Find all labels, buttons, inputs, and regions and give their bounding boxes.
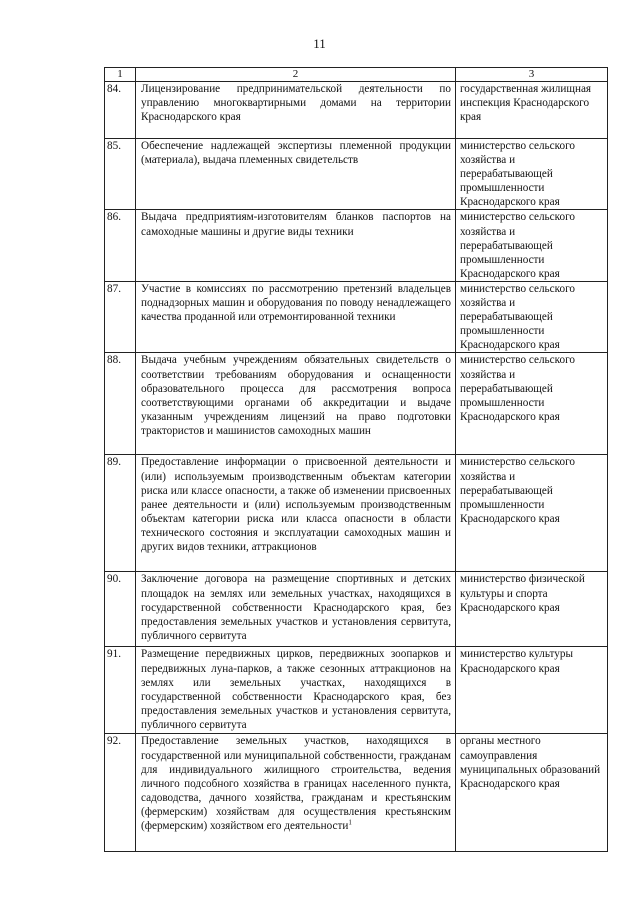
table-row [105,353,608,455]
service-description [136,139,456,210]
column-header-1: 1 [105,68,136,82]
service-description-text: Размещение передвижных цирков, передвижных зоопарков и передвижных луна-парков, а также сезонных аттракционов на землях или земельных участках, находящихся в государственной собственности Краснодарского края, без предоставления земельных участков и установления сервитута, публичного сервитута [141,648,451,731]
service-description [136,455,456,572]
row-number: 91. [105,647,136,734]
service-description-text: Предоставление земельных участков, находящихся в государственной или муниципальной собственности, гражданам для индивидуального жилищного строительства, ведения личного подсобного хозяйства в границах населенного пункта, садоводства, дачного хозяйства, гражданам и крестьянским (фермерским) хозяйствам для осуществления крестьянским (фермерским) хозяйством его деятельности [141,735,451,832]
service-description [136,210,456,281]
table-row [105,139,608,210]
row-number: 85. [105,139,136,210]
responsible-authority: министерство сельского хозяйства и перерабатывающей промышленности Краснодарского края [456,455,608,572]
service-description [136,353,456,455]
service-description-text: Заключение договора на размещение спортивных и детских площадок на землях или земельных участках, находящихся в государственной собственности Краснодарского края, без предоставления земельных участков и установления сервитута, публичного сервитута [141,573,451,642]
column-header-2: 2 [136,68,456,82]
table-row [105,82,608,139]
responsible-authority: министерство культуры Краснодарского края [456,647,608,734]
row-number: 89. [105,455,136,572]
row-number: 84. [105,82,136,139]
responsible-authority: министерство физической культуры и спорта Краснодарского края [456,572,608,647]
service-description-text: Выдача предприятиям-изготовителям бланков паспортов на самоходные машины и другие виды техники [141,211,451,238]
service-description-text: Лицензирование предпринимательской деятельности по управлению многоквартирными домами на территории Краснодарского края [141,83,451,124]
services-table [104,67,608,852]
responsible-authority: министерство сельского хозяйства и перерабатывающей промышленности Краснодарского края [456,353,608,455]
row-number: 86. [105,210,136,281]
service-description-text: Предоставление информации о присвоенной деятельности и (или) используемым производственным объектам категории риска или классе опасности, а также об изменении присвоенных ранее деятельности и (или) используемым производственным объектам категории риска или класса опасности в области технического состояния и эксплуатации самоходных машин и других видов техники, аттракционов [141,456,451,553]
table-row [105,455,608,572]
responsible-authority: министерство сельского хозяйства и перерабатывающей промышленности Краснодарского края [456,281,608,352]
responsible-authority: государственная жилищная инспекция Краснодарского края [456,82,608,139]
responsible-authority: министерство сельского хозяйства и перерабатывающей промышленности Краснодарского края [456,139,608,210]
service-description-text: Участие в комиссиях по рассмотрению претензий владельцев поднадзорных машин и оборудования по поводу ненадлежащего качества проданной или отремонтированной техники [141,282,451,324]
row-number: 87. [105,281,136,352]
service-description-text: Обеспечение надлежащей экспертизы племенной продукции (материала), выдача племенных свидетельств [141,140,451,167]
table-row [105,572,608,647]
service-description [136,82,456,139]
column-header-3: 3 [456,68,608,82]
row-number: 90. [105,572,136,647]
service-description [136,572,456,647]
table-header-row [105,68,608,82]
table-row [105,210,608,281]
row-number: 92. [105,734,136,852]
responsible-authority: министерство сельского хозяйства и перерабатывающей промышленности Краснодарского края [456,210,608,281]
service-description [136,647,456,734]
table-row [105,734,608,852]
table-row [105,647,608,734]
footnote-marker: 1 [348,818,352,827]
row-number: 88. [105,353,136,455]
service-description-text: Выдача учебным учреждениям обязательных свидетельств о соответствии требованиям оборудования и оснащенности образовательного процесса для рассмотрения вопроса соответствующими органами об аккредитации и выдаче указанным учреждениям лицензий на право подготовки трактористов и машинистов самоходных машин [141,354,451,437]
responsible-authority: органы местного самоуправления муниципальных образований Краснодарского края [456,734,608,852]
page-number: 11 [313,36,326,51]
service-description [136,281,456,352]
service-description [136,734,456,852]
table-row [105,281,608,352]
